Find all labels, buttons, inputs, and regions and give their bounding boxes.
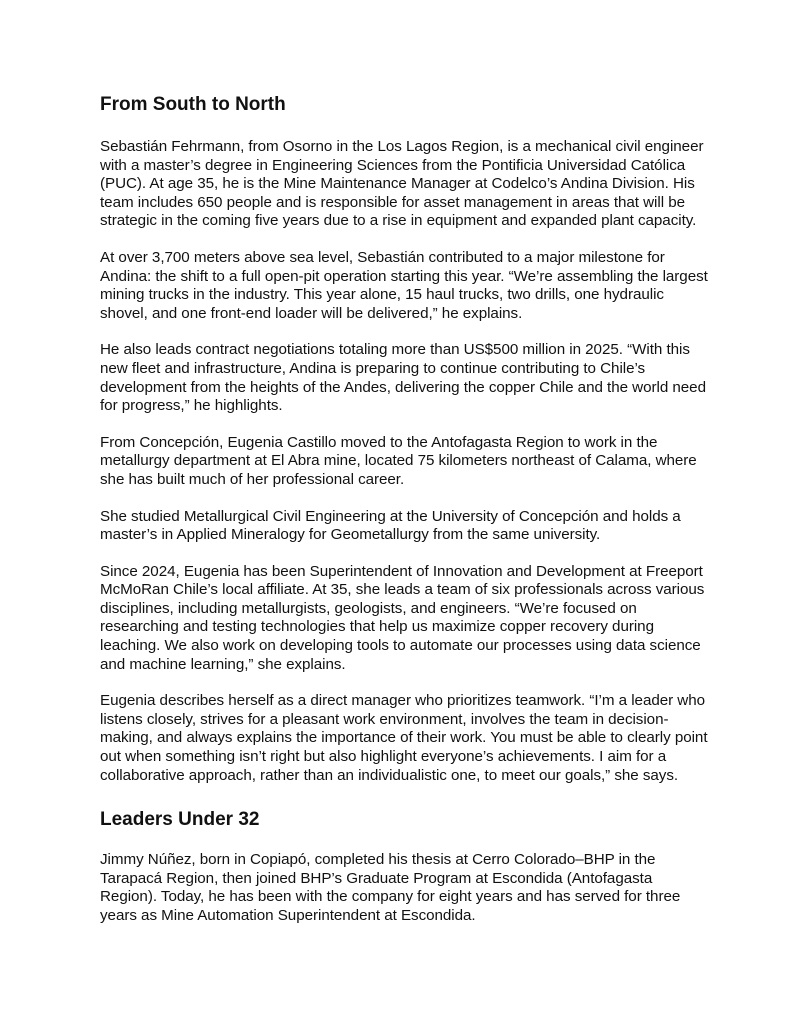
- document-page: [100, 92, 710, 944]
- paragraph-castillo-education: She studied Metallurgical Civil Engineering at the University of Concepción and holds a master’s in Applied Mineralogy for Geometallurgy from the same university.: [100, 507, 681, 544]
- paragraph-castillo-role: Since 2024, Eugenia has been Superintendent of Innovation and Development at Freeport McMoRan Chile’s local affiliate. At 35, she leads a team of six professionals across various disciplines, including metallurgists, geologists, and engineers. “We’re focused on researching and testing technologies that help us maximize copper recovery during leaching. We also work on developing tools to automate our processes using data science and machine learning,” she explains.: [100, 562, 705, 673]
- section-heading-leaders-under-32: Leaders Under 32: [100, 809, 260, 831]
- section-heading-south-to-north: From South to North: [100, 94, 286, 115]
- paragraph-nunez-intro: Jimmy Núñez, born in Copiapó, completed his thesis at Cerro Colorado–BHP in the Tarapacá Region, then joined BHP’s Graduate Program at Escondida (Antofagasta Region). Today, he has been with the company for eight years and has served for three years as Mine Automation Superintendent at Escondida.: [100, 851, 681, 924]
- paragraph-fehrmann-intro: Sebastián Fehrmann, from Osorno in the Los Lagos Region, is a mechanical civil engineer with a master’s degree in Engineering Sciences from the Pontificia Universidad Católica (PUC). At age 35, he is the Mine Maintenance Manager at Codelco’s Andina Division. His team includes 650 people and is responsible for asset management in areas that will be strategic in the coming five years due to a rise in equipment and expanded plant capacity.: [100, 138, 704, 230]
- paragraph-castillo-intro: From Concepción, Eugenia Castillo moved to the Antofagasta Region to work in the metallurgy department at El Abra mine, located 75 kilometers northeast of Calama, where she has built much of her professional career.: [100, 433, 697, 488]
- paragraph-contract-negotiations: He also leads contract negotiations totaling more than US$500 million in 2025. “With this new fleet and infrastructure, Andina is preparing to continue contributing to Chile’s development from the heights of the Andes, delivering the copper Chile and the world need for progress,” he highlights.: [100, 341, 706, 415]
- paragraph-castillo-leadership: Eugenia describes herself as a direct manager who prioritizes teamwork. “I’m a leader who listens closely, strives for a pleasant work environment, involves the team in decision-making, and always explains the importance of their work. You must be able to clearly point out when something isn’t right but also highlight everyone’s achievements. I aim for a collaborative approach, rather than an individualistic one, to meet our goals,” she says.: [100, 692, 708, 784]
- paragraph-andina-milestone: At over 3,700 meters above sea level, Sebastián contributed to a major milestone for Andina: the shift to a full open-pit operation starting this year. “We’re assembling the largest mining trucks in the industry. This year alone, 15 haul trucks, two drills, one hydraulic shovel, and one front-end loader will be delivered,” he explains.: [100, 248, 708, 322]
